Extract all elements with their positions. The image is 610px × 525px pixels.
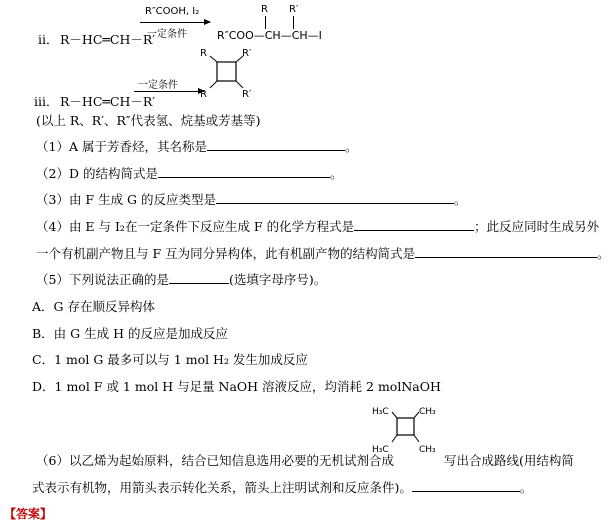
q6-sub-bl: H₃C [372, 445, 389, 455]
rxn-ii-product: R″COO—CH—CH—I [217, 29, 322, 42]
rxn-ii-bond2 [293, 16, 294, 29]
cb-sub-br: R′ [242, 89, 252, 100]
option-b: B．由 G 生成 H 的反应是加成反应 [32, 326, 228, 341]
rxn-ii-reagent: R″COOH, I₂ [145, 6, 200, 17]
q2: （2）D 的结构简式是 。 [36, 166, 343, 181]
cb-sub-bl: R [200, 89, 207, 100]
q1: （1）A 属于芳香烃，其名称是 。 [36, 139, 358, 154]
q4-equation-blank[interactable] [354, 218, 474, 231]
q6-line1b: 写出合成路线(用结构简 [444, 453, 574, 468]
q4-byproduct-blank[interactable] [415, 245, 597, 258]
q3: （3）由 F 生成 G 的反应类型是 。 [36, 192, 467, 207]
q5-answer-blank[interactable] [169, 271, 229, 284]
q5: （5）下列说法正确的是 (选填字母序号)。 [36, 272, 327, 287]
tetramethylcyclobutane-structure [368, 402, 448, 458]
note: (以上 R、R′、R″代表氢、烷基或芳基等) [36, 113, 261, 128]
cb-sub-tr: R′ [242, 48, 252, 59]
q6-answer-blank[interactable] [412, 479, 520, 492]
option-c: C．1 mol G 最多可以与 1 mol H₂ 发生加成反应 [32, 352, 308, 367]
q6-line1a: （6）以乙烯为起始原料，结合已知信息选用必要的无机试剂合成 [36, 453, 394, 468]
q2-answer-blank[interactable] [158, 165, 330, 178]
q4-line1: （4）由 E 与 I₂在一定条件下反应生成 F 的化学方程式是 ；此反应同时生成另外 [36, 219, 600, 234]
rxn-ii-bond1 [265, 16, 266, 29]
q6-line2: 式表示有机物，用箭头表示转化关系，箭头上注明试剂和反应条件)。 。 [32, 480, 533, 495]
rxn-iii-arrow [134, 91, 204, 92]
cb-sub-tl: R [200, 48, 207, 59]
rxn-iii-label: iii． [34, 94, 59, 109]
rxn-ii-sub1: R [261, 4, 268, 15]
rxn-iii-condition: 一定条件 [138, 80, 178, 91]
option-d: D．1 mol F 或 1 mol H 与足量 NaOH 溶液反应，均消耗 2 molNaOH [32, 379, 441, 394]
rxn-ii-reactant: R－HC═CH－R′ [60, 32, 156, 47]
rxn-ii-sub2: R′ [289, 4, 299, 15]
cyclobutane-structure [196, 45, 266, 103]
rxn-iii-reactant: R－HC═CH－R′ [60, 94, 156, 109]
q3-answer-blank[interactable] [216, 191, 454, 204]
q1-answer-blank[interactable] [207, 138, 345, 151]
rxn-ii-label: ii． [38, 32, 59, 47]
q6-sub-tl: H₃C [372, 407, 389, 417]
answer-label: 【答案】 [4, 507, 53, 521]
option-a: A．G 存在顺反异构体 [32, 299, 155, 314]
rxn-ii-arrow [140, 22, 210, 23]
q6-sub-tr: CH₃ [419, 407, 436, 417]
q4-line2: 一个有机副产物且与 F 互为同分异构体，此有机副产物的结构简式是 。 [36, 246, 610, 261]
q6-sub-br: CH₃ [419, 445, 436, 455]
rxn-ii-condition: 一定条件 [147, 29, 187, 40]
